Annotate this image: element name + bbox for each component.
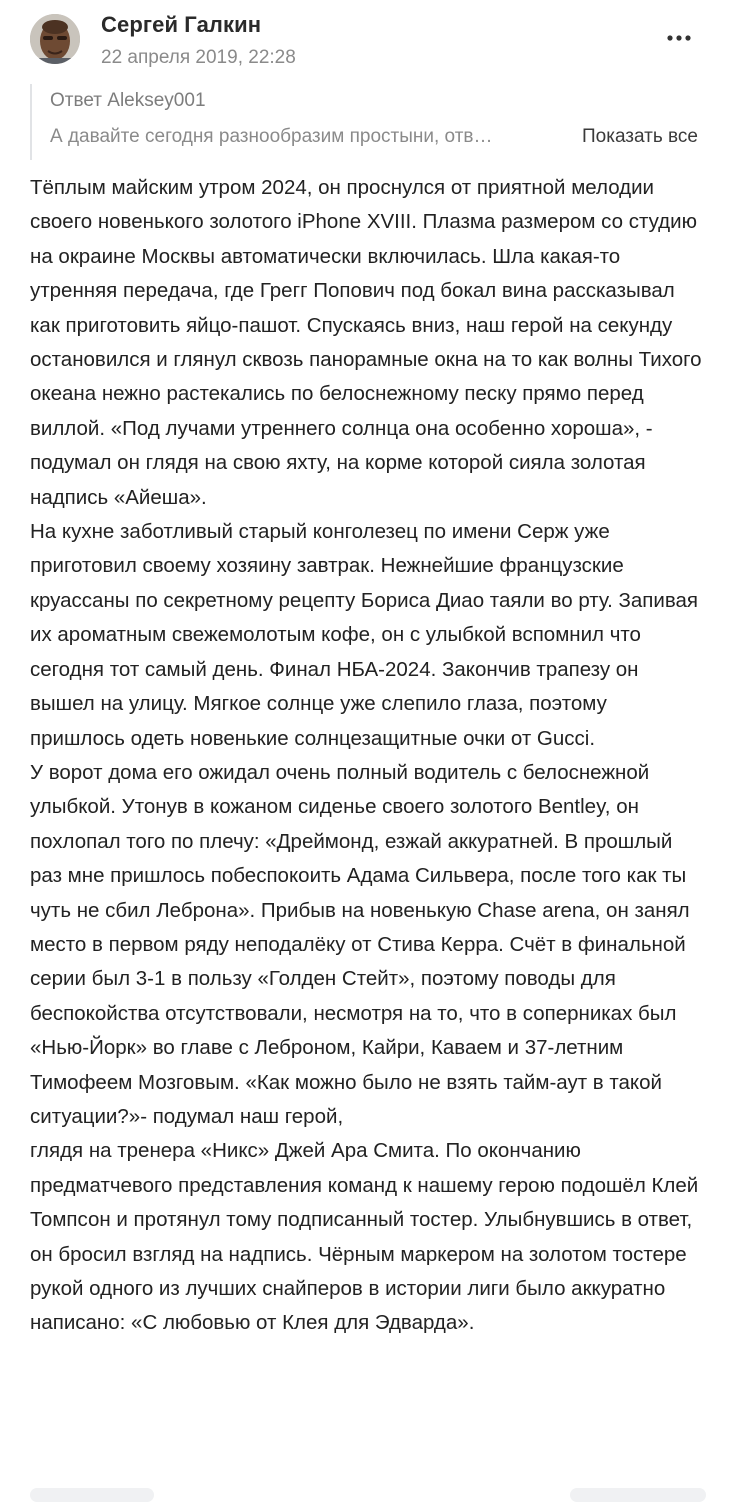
comment-paragraph: У ворот дома его ожидал очень полный водитель с белоснежной улыбкой. Утонув в кожаном сиденье своего золотого Bentley, он похлопал того по плечу: «Дреймонд, езжай аккуратней. В прошлый раз мне пришлось побеспокоить Адама Сильвера, после того как ты чуть не сбил Леброна». Прибыв на новенькую Chase arena, он занял место в первом ряду неподалёку от Стива Керра. Счёт в финальной серии был 3-1 в пользу «Голден Стейт», поэтому поводы для беспокойства отсутствовали, несмотря на то, что в соперниках был «Нью-Йорк» во главе с Леброном, Кайри, Каваем и 37-летним Тимофеем Мозговым. «Как можно было не взять тайм-аут в такой ситуации?»- подумал наш герой,: [30, 760, 690, 1128]
comment-paragraph: На кухне заботливый старый конголезец по имени Серж уже приготовил своему хозяину завтрак. Нежнейшие французские круассаны по секретному рецепту Бориса Диао таяли во рту. Запивая их ароматным свежемолотым кофе, он с улыбкой вспомнил что сегодня тот самый день. Финал НБА-2024. Закончив трапезу он вышел на улицу. Мягкое солнце уже слепило глаза, поэтому пришлось одеть новенькие солнцезащитные очки от Gucci.: [30, 520, 698, 750]
reply-to-label[interactable]: Ответ Aleksey001: [50, 90, 206, 111]
avatar[interactable]: [30, 14, 80, 64]
ellipsis-icon: [664, 28, 694, 48]
comment-paragraph: Тёплым майским утром 2024, он проснулся от приятной мелодии своего новенького золотого iPhone XVIII. Плазма размером со студию на окраине Москвы автоматически включилась. Шла какая-то утренняя передача, где Грегг Попович под бокал вина рассказывал как приготовить яйцо-пашот. Спускаясь вниз, наш герой на секунду остановился и глянул сквозь панорамные окна на то как волны Тихого океана нежно растекались по белоснежному песку прямо перед виллой. «Под лучами утреннего солнца она особенно хороша», - подумал он глядя на свою яхту, на корме которой сияла золотая надпись «Айеша».: [30, 176, 702, 509]
avatar-photo-icon: [30, 14, 80, 64]
show-all-link[interactable]: Показать все: [582, 126, 698, 147]
comment-header: [30, 10, 700, 74]
comment-body: [30, 171, 706, 1341]
reply-button[interactable]: [570, 1488, 706, 1502]
more-options-button[interactable]: [664, 28, 694, 48]
like-button[interactable]: [30, 1488, 154, 1502]
comment-timestamp[interactable]: 22 апреля 2019, 22:28: [101, 47, 296, 68]
author-name[interactable]: Сергей Галкин: [101, 12, 262, 37]
reply-quote: [30, 84, 702, 160]
comment-paragraph: глядя на тренера «Никс» Джей Ара Смита. По окончанию предматчевого представления команд к нашему герою подошёл Клей Томпсон и протянул тому подписанный тостер. Улыбнувшись в ответ, он бросил взгляд на надпись. Чёрным маркером на золотом тостере рукой одного из лучших снайперов в истории лиги было аккуратно написано: «С любовью от Клея для Эдварда».: [30, 1139, 699, 1335]
comment-actions-bar: [30, 1488, 706, 1498]
reply-snippet: А давайте сегодня разнообразим простыни, отв…: [50, 126, 493, 147]
